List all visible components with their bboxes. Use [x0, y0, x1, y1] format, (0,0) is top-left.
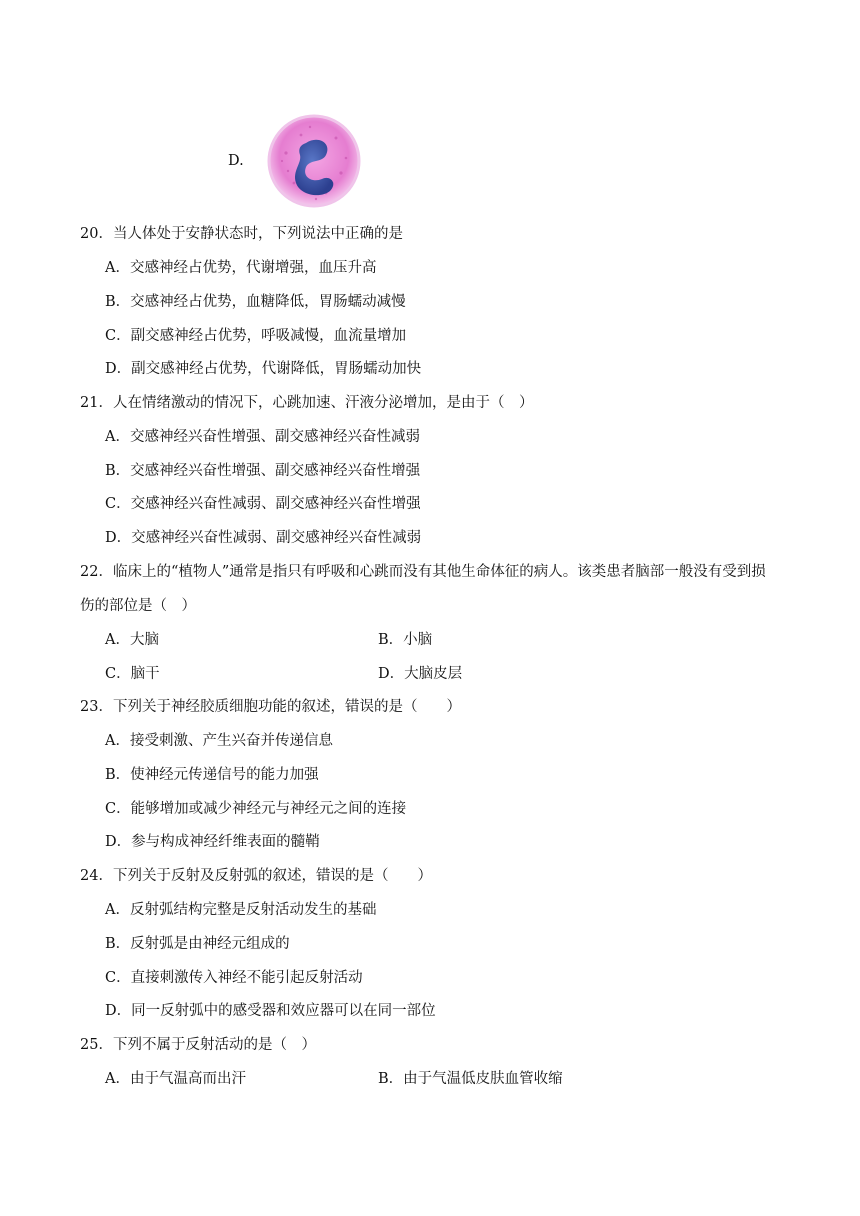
question-20-stem: 20．当人体处于安静状态时，下列说法中正确的是 — [80, 226, 403, 242]
question-20-option-b: B．交感神经占优势，血糖降低，胃肠蠕动减慢 — [105, 294, 406, 310]
neutrophil-cell-image — [266, 113, 362, 209]
question-23-option-d: D．参与构成神经纤维表面的髓鞘 — [105, 834, 320, 850]
question-25-stem: 25．下列不属于反射活动的是（ ） — [80, 1037, 316, 1053]
question-21-option-c: C．交感神经兴奋性减弱、副交感神经兴奋性增强 — [105, 496, 421, 512]
question-22-option-a: A．大脑 — [105, 632, 159, 648]
question-22-stem-continued: 伤的部位是（ ） — [80, 598, 196, 614]
question-21-option-b: B．交感神经兴奋性增强、副交感神经兴奋性增强 — [105, 463, 421, 479]
question-22-stem: 22．临床上的“植物人”通常是指只有呼吸和心跳而没有其他生命体征的病人。该类患者脑部一般没有受到损 — [80, 564, 766, 580]
question-22-option-c: C．脑干 — [105, 666, 160, 682]
question-24-option-c: C．直接刺激传入神经不能引起反射活动 — [105, 970, 363, 986]
question-25-option-b: B．由于气温低皮肤血管收缩 — [378, 1071, 563, 1087]
question-22-option-b: B．小脑 — [378, 632, 433, 648]
question-21-option-a: A．交感神经兴奋性增强、副交感神经兴奋性减弱 — [105, 429, 420, 445]
question-21-option-d: D．交感神经兴奋性减弱、副交感神经兴奋性减弱 — [105, 530, 422, 546]
question-22-option-d: D．大脑皮层 — [378, 666, 463, 682]
question-23-option-a: A．接受刺激、产生兴奋并传递信息 — [105, 733, 333, 749]
question-24-option-d: D．同一反射弧中的感受器和效应器可以在同一部位 — [105, 1003, 436, 1019]
question-23-option-b: B．使神经元传递信号的能力加强 — [105, 767, 319, 783]
question-20-option-a: A．交感神经占优势，代谢增强，血压升高 — [105, 260, 377, 276]
question-24-option-a: A．反射弧结构完整是反射活动发生的基础 — [105, 902, 377, 918]
question-20-option-d: D．副交感神经占优势，代谢降低，胃肠蠕动加快 — [105, 361, 422, 377]
question-24-stem: 24．下列关于反射及反射弧的叙述，错误的是（ ） — [80, 868, 432, 884]
option-d-label: D. — [228, 153, 244, 169]
question-25-option-a: A．由于气温高而出汗 — [105, 1071, 246, 1087]
question-23-option-c: C．能够增加或减少神经元与神经元之间的连接 — [105, 801, 407, 817]
question-20-option-c: C．副交感神经占优势，呼吸减慢，血流量增加 — [105, 328, 407, 344]
question-21-stem: 21．人在情绪激动的情况下，心跳加速、汗液分泌增加，是由于（ ） — [80, 395, 534, 411]
question-23-stem: 23．下列关于神经胶质细胞功能的叙述，错误的是（ ） — [80, 699, 461, 715]
question-24-option-b: B．反射弧是由神经元组成的 — [105, 936, 290, 952]
